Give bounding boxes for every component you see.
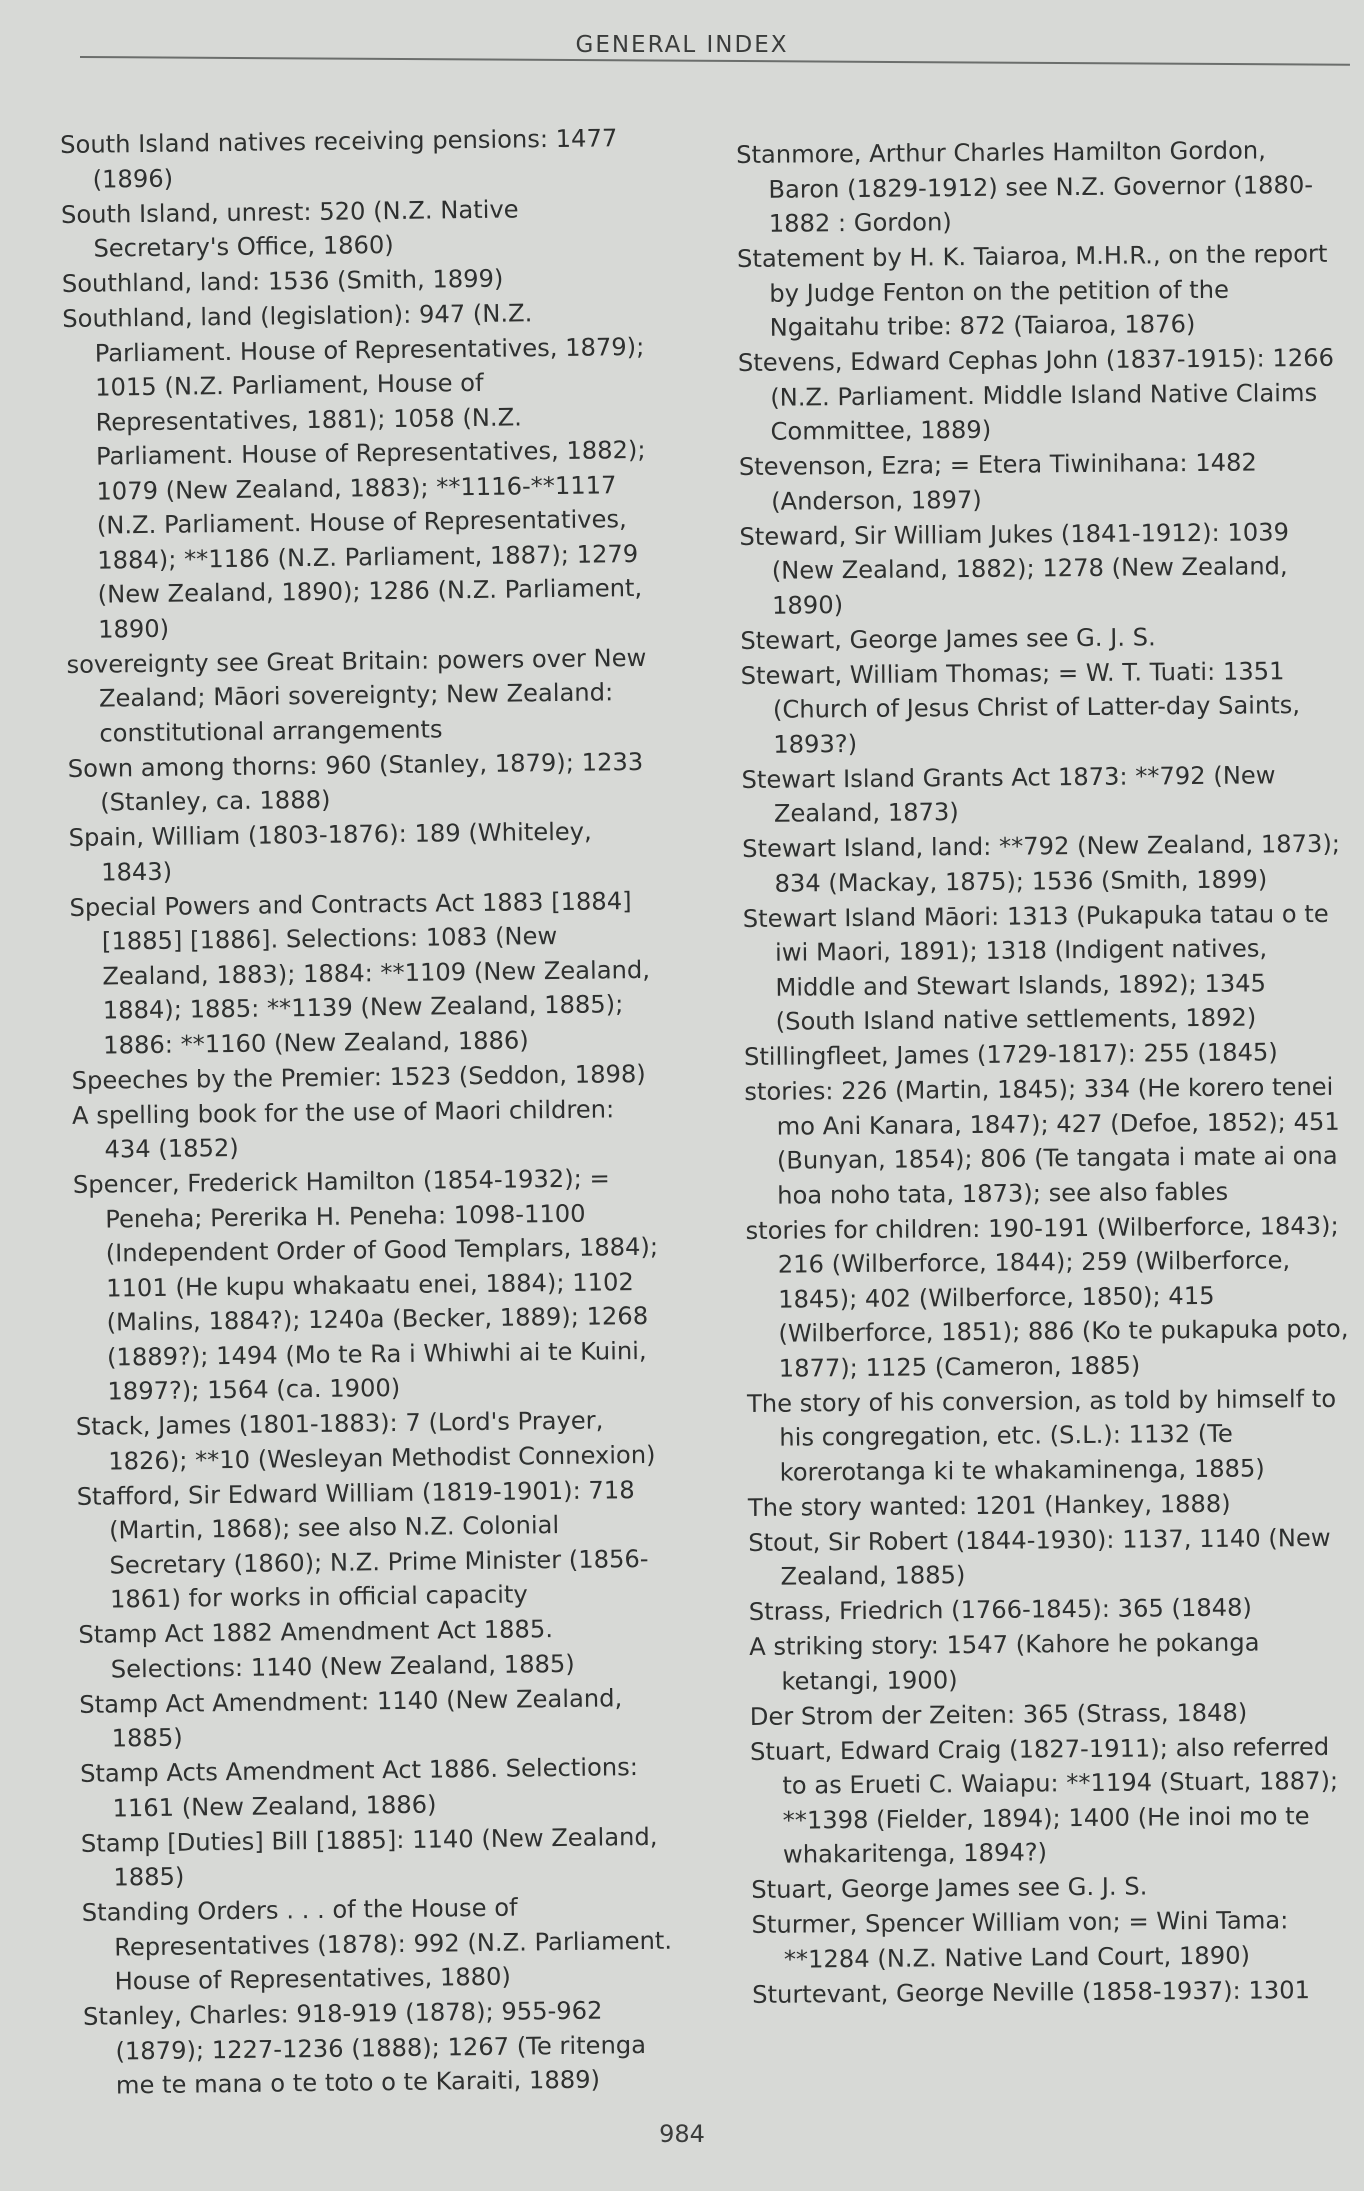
index-entry: Statement by H. K. Taiaroa, M.H.R., on the report by Judge Fenton on the petition of the Ngaitahu tribe: 872 (Taiaroa, 1876) [736,239,1328,342]
running-head: GENERAL INDEX [575,32,789,58]
index-entry: Stewart Island Grants Act 1873: **792 (New Zealand, 1873) [741,760,1276,828]
index-entry: Spain, William (1803-1876): 189 (Whiteley, 1843) [68,817,592,887]
index-entry: Stewart, William Thomas; = W. T. Tuati: 1351 (Church of Jesus Christ of Latter-day Saints, 1893?) [740,656,1301,759]
index-entry: Stout, Sir Robert (1844-1930): 1137, 1140 (New Zealand, 1885) [748,1523,1331,1591]
index-entry: South Island, unrest: 520 (N.Z. Native Secretary's Office, 1860) [60,194,519,263]
index-entry: Stamp Act 1882 Amendment Act 1885. Selections: 1140 (New Zealand, 1885) [78,1615,575,1683]
index-entry: Standing Orders . . . of the House of Representatives (1878): 992 (N.Z. Parliament. House of Representatives, 1880) [81,1893,673,1996]
index-entry: Stuart, Edward Craig (1827-1911); also referred to as Erueti C. Waiapu: **1194 (Stuart, 1887); **1398 (Fielder, 1894); 1400 (He inoi mo te whakaritenga, 1894?) [749,1732,1339,1869]
index-entry: A spelling book for the use of Maori children: 434 (1852) [71,1094,615,1164]
index-entry: Stevenson, Ezra; = Etera Tiwinihana: 1482 (Anderson, 1897) [738,448,1257,516]
index-entry: Speeches by the Premier: 1523 (Seddon, 1898) [71,1059,646,1095]
index-entry: The story of his conversion, as told by himself to his congregation, etc. (S.L.): 1132 (Te korerotanga ki te whakaminenga, 1885) [746,1384,1337,1487]
index-column-left [60,121,674,2104]
index-entry: Spencer, Frederick Hamilton (1854-1932); = Peneha; Pererika H. Peneha: 1098-1100 (Independent Order of Good Templars, 1884); 1101 (He kupu whakaatu enei, 1884); 1102 (Malins, 1884?); 1240a (Becker, 1889); 1268 (1889?); 1494 (Mo te Ra i Whiwhi ai te Kuini, 1897?); 1564 (ca. 1900) [72,1164,659,1406]
index-entry: Stewart Island Māori: 1313 (Pukapuka tatau o te iwi Maori, 1891); 1318 (Indigent natives, Middle and Stewart Islands, 1892); 1345 (South Island native settlements, 1892) [742,899,1329,1036]
index-entry: Southland, land: 1536 (Smith, 1899) [61,264,504,298]
index-entry: Stamp [Duties] Bill [1885]: 1140 (New Zealand, 1885) [80,1822,658,1892]
index-entry: Der Strom der Zeiten: 365 (Strass, 1848) [749,1698,1248,1731]
index-entry: Strass, Friedrich (1766-1845): 365 (1848) [748,1593,1253,1626]
index-entry: Sturmer, Spencer William von; = Wini Tama: **1284 (N.Z. Native Land Court, 1890) [751,1906,1289,1974]
index-entry: Steward, Sir William Jukes (1841-1912): 1039 (New Zealand, 1882); 1278 (New Zealand, 1890) [739,517,1290,620]
index-entry: Sown among thorns: 960 (Stanley, 1879); 1233 (Stanley, ca. 1888) [67,747,644,817]
index-entry: A striking story: 1547 (Kahore he pokanga ketangi, 1900) [749,1628,1260,1696]
index-entry: Stevens, Edward Cephas John (1837-1915): 1266 (N.Z. Parliament. Middle Island Native Claims Committee, 1889) [737,343,1335,446]
index-entry: Stack, James (1801-1883): 7 (Lord's Prayer, 1826); **10 (Wesleyan Methodist Connexion) [75,1406,656,1476]
index-entry: Stafford, Sir Edward William (1819-1901): 718 (Martin, 1868); see also N.Z. Colonial Secretary (1860); N.Z. Prime Minister (1856-1861) for works in official capacity [76,1475,649,1614]
index-entry: stories: 226 (Martin, 1845); 334 (He korero tenei mo Ani Kanara, 1847); 427 (Defoe, 1852); 451 (Bunyan, 1854); 806 (Te tangata i mate ai ona hoa noho tata, 1873); see also fables [744,1072,1340,1210]
index-entry: The story wanted: 1201 (Hankey, 1888) [747,1489,1231,1522]
index-entry: Stewart, George James see G. J. S. [740,622,1156,655]
index-entry: Stewart Island, land: **792 (New Zealand, 1873); 834 (Mackay, 1875); 1536 (Smith, 1899) [742,829,1341,898]
index-entry: Stamp Act Amendment: 1140 (New Zealand, 1885) [79,1683,623,1753]
index-entry: Stuart, George James see G. J. S. [751,1872,1148,1904]
page-number: 984 [659,2120,705,2148]
index-entry: stories for children: 190-191 (Wilberforce, 1843); 216 (Wilberforce, 1844); 259 (Wilberforce, 1845); 402 (Wilberforce, 1850); 415 (Wilberforce, 1851); 886 (Ko te pukapuka poto, 1877); 1125 (Cameron, 1885) [745,1211,1349,1383]
index-entry: Special Powers and Contracts Act 1883 [1884] [1885] [1886]. Selections: 1083 (New Zealand, 1883); 1884: **1109 (New Zealand, 1884); 1885: **1139 (New Zealand, 1885); 1886: **1160 (New Zealand, 1886) [69,886,651,1060]
index-entry: Southland, land (legislation): 947 (N.Z. Parliament. House of Representatives, 1879); 1015 (N.Z. Parliament, House of Representatives, 1881); 1058 (N.Z. Parliament. House of Representatives, 1882); 1079 (New Zealand, 1883); **1116-**1117 (N.Z. Parliament. House of Representatives, 1884); **1186 (N.Z. Parliament, 1887); 1279 (New Zealand, 1890); 1286 (N.Z. Parliament, 1890) [62,299,646,644]
index-column-right [736,133,1356,2013]
index-entry: Stanmore, Arthur Charles Hamilton Gordon, Baron (1829-1912) see N.Z. Governor (1880-1882 : Gordon) [736,136,1314,238]
index-entry: Stanley, Charles: 918-919 (1878); 955-962 (1879); 1227-1236 (1888); 1267 (Te ritenga me te mana o te toto o te Karaiti, 1889) [82,1996,647,2100]
index-entry: sovereignty see Great Britain: powers over New Zealand; Māori sovereignty; New Zealand: constitutional arrangements [66,643,647,748]
index-entry: Sturtevant, George Neville (1858-1937): 1301 [752,1975,1311,2009]
index-entry: Stamp Acts Amendment Act 1886. Selections: 1161 (New Zealand, 1886) [79,1753,639,1822]
index-entry: Stillingfleet, James (1729-1817): 255 (1845) [743,1038,1278,1071]
index-entry: South Island natives receiving pensions: 1477 (1896) [60,124,618,194]
